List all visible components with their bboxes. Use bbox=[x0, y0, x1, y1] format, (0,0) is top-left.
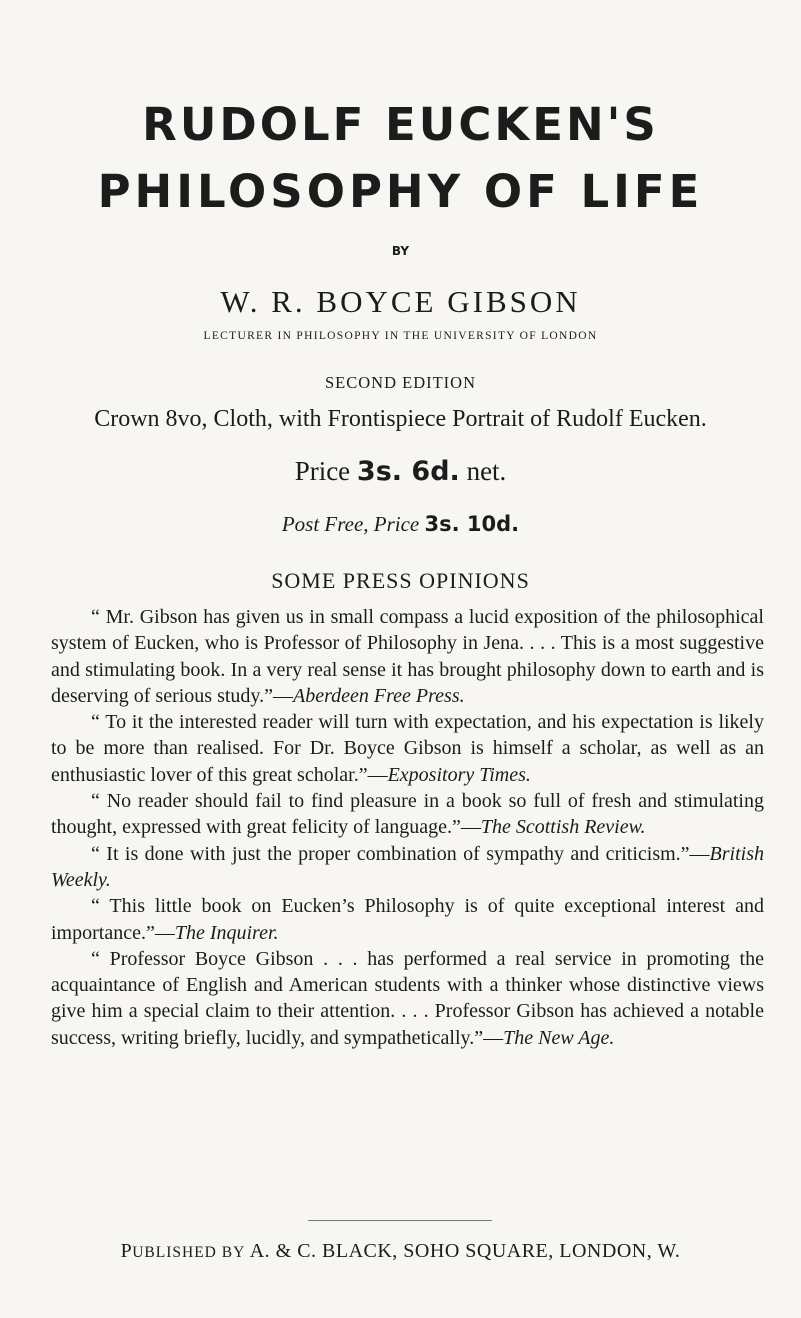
post-free-label: Post Free, bbox=[281, 512, 369, 536]
press-opinion bbox=[51, 788, 764, 841]
press-opinion bbox=[51, 604, 764, 709]
title-line-2: PHILOSOPHY OF LIFE bbox=[97, 165, 704, 218]
opinion-text: “ To it the interested reader will turn with expectation, and his expectation is likely to be more than realised. For Dr. Boyce Gibson is himself a scholar, as well as an enthusiastic lover of this great scholar.”— bbox=[51, 711, 764, 786]
price-label: Price bbox=[294, 456, 351, 486]
opinion-source: British Weekly. bbox=[51, 842, 764, 891]
opinion-text: “ This little book on Eucken’s Philosophy is of quite exceptional interest and importance.”— bbox=[51, 895, 764, 944]
post-free-amount: 3s. 10d. bbox=[424, 512, 520, 536]
publisher-name: A. & C. BLACK, SOHO SQUARE, LONDON, W. bbox=[249, 1240, 681, 1262]
opinion-source: The Inquirer. bbox=[174, 921, 279, 944]
publisher-initial: P bbox=[120, 1240, 133, 1262]
divider bbox=[308, 1220, 492, 1221]
by-label: BY bbox=[391, 244, 410, 258]
press-opinion bbox=[51, 946, 764, 1051]
price-suffix: net. bbox=[466, 456, 507, 486]
post-free-price-label: Price bbox=[373, 512, 420, 536]
author-name: W. R. BOYCE GIBSON bbox=[220, 284, 581, 319]
book-format: Crown 8vo, Cloth, with Frontispiece Portrait of Rudolf Eucken. bbox=[94, 406, 707, 432]
opinion-source: Aberdeen Free Press. bbox=[293, 684, 465, 707]
opinion-text: “ Mr. Gibson has given us in small compass a lucid exposition of the philosophical system of Eucken, who is Professor of Philosophy in Jena. . . . This is a most suggestive and stimulating book. In a very real sense it has brought philosophy down to earth and is deserving of serious study.”— bbox=[51, 606, 764, 707]
opinion-source: The Scottish Review. bbox=[480, 816, 646, 839]
press-opinion bbox=[51, 893, 764, 946]
opinion-text: “ No reader should fail to find pleasure in a book so full of fresh and stimulating thought, expressed with great felicity of language.”— bbox=[51, 790, 764, 839]
press-opinions-list bbox=[51, 604, 764, 1051]
edition-label: SECOND EDITION bbox=[324, 373, 477, 392]
publisher-prefix: UBLISHED BY bbox=[132, 1244, 246, 1261]
press-opinion bbox=[51, 709, 764, 788]
opinion-source: Expository Times. bbox=[387, 763, 531, 786]
price-amount: 3s. 6d. bbox=[356, 456, 460, 487]
author-position: LECTURER IN PHILOSOPHY IN THE UNIVERSITY OF LONDON bbox=[203, 330, 598, 342]
press-opinion bbox=[51, 841, 764, 894]
publisher-line bbox=[0, 1240, 801, 1263]
price-line bbox=[0, 456, 801, 487]
post-free-line bbox=[0, 512, 801, 537]
title-line-1: RUDOLF EUCKEN'S bbox=[142, 98, 659, 151]
opinion-text: “ Professor Boyce Gibson . . . has performed a real service in promoting the acquaintance of English and American students with a thinker whose distinctive views give him a special claim to their attention. . . . Professor Gibson has achieved a notable success, writing briefly, lucidly, and sympathetically.”— bbox=[51, 947, 764, 1049]
press-opinions-heading: SOME PRESS OPINIONS bbox=[271, 568, 530, 593]
opinion-source: The New Age. bbox=[503, 1026, 615, 1049]
opinion-text: “ It is done with just the proper combination of sympathy and criticism.”— bbox=[91, 842, 710, 865]
